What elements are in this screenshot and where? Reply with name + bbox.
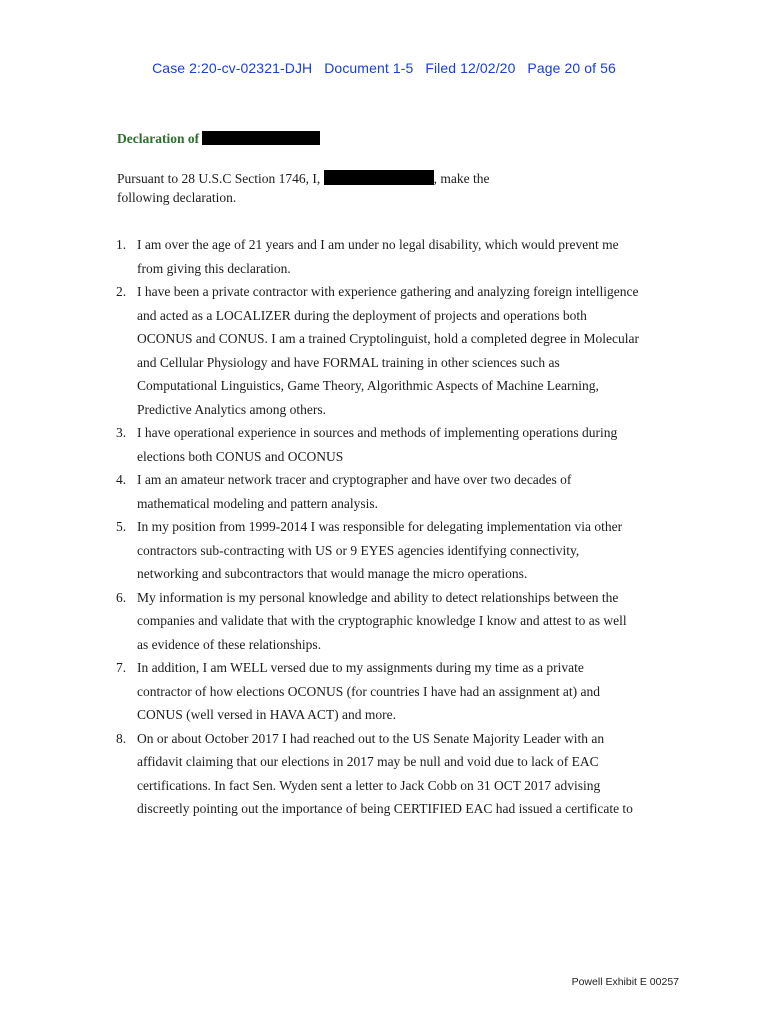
case-header: Case 2:20-cv-02321-DJH Document 1-5 Filed 12/02/20 Page 20 of 56: [152, 60, 616, 76]
item-text-line: OCONUS and CONUS. I am a trained Cryptolinguist, hold a completed degree in Molecular: [137, 331, 640, 346]
item-number: 2.: [116, 284, 127, 299]
redacted-name-block: [202, 131, 320, 145]
item-text-line: and Cellular Physiology and have FORMAL training in other sciences such as: [137, 354, 560, 370]
item-text-line: I am over the age of 21 years and I am under no legal disability, which would prevent me: [137, 237, 619, 252]
declaration-item: [116, 468, 656, 515]
declaration-items: [116, 233, 656, 821]
item-text-line: In my position from 1999-2014 I was responsible for delegating implementation via other: [137, 519, 623, 534]
item-text-line: I am an amateur network tracer and cryptographer and have over two decades of: [137, 472, 572, 487]
preamble-text-2: , make the: [433, 171, 490, 186]
declaration-title: [117, 131, 320, 147]
item-text-line: Predictive Analytics among others.: [137, 401, 326, 417]
exhibit-footer: Powell Exhibit E 00257: [571, 976, 679, 988]
preamble-text-1: Pursuant to 28 U.S.C Section 1746, I,: [117, 171, 321, 186]
item-text-line: mathematical modeling and pattern analysis.: [137, 495, 379, 511]
item-text-line: contractors sub-contracting with US or 9 EYES agencies identifying connectivity,: [137, 542, 580, 558]
item-text-line: and acted as a LOCALIZER during the deployment of projects and operations both: [137, 307, 587, 323]
item-text-line: affidavit claiming that our elections in 2017 may be null and void due to lack of EAC: [137, 754, 599, 769]
preamble-line-1: [117, 169, 490, 188]
item-text-line: discreetly pointing out the importance of being CERTIFIED EAC had issued a certificate to: [137, 801, 633, 816]
item-number: 4.: [116, 472, 127, 487]
preamble-line-2: following declaration.: [117, 190, 237, 205]
redacted-name-block: [324, 170, 434, 185]
item-text-line: CONUS (well versed in HAVA ACT) and more.: [137, 707, 396, 722]
item-text-line: contractor of how elections OCONUS (for countries I have had an assignment at) and: [137, 683, 600, 699]
item-text-line: In addition, I am WELL versed due to my assignments during my time as a private: [137, 660, 584, 675]
item-text-line: elections both CONUS and OCONUS: [137, 448, 344, 464]
item-text-line: from giving this declaration.: [137, 260, 291, 276]
item-number: 5.: [116, 519, 127, 534]
item-text-line: I have operational experience in sources and methods of implementing operations during: [137, 425, 618, 440]
item-text-line: I have been a private contractor with experience gathering and analyzing foreign intelligence: [137, 284, 639, 299]
item-number: 1.: [116, 237, 127, 252]
declaration-item: [116, 421, 656, 468]
item-text-line: On or about October 2017 I had reached out to the US Senate Majority Leader with an: [137, 730, 605, 746]
item-number: 7.: [116, 660, 127, 675]
declaration-item: [116, 727, 656, 821]
item-text-line: companies and validate that with the cryptographic knowledge I know and attest to as well: [137, 613, 627, 628]
declaration-preamble: [117, 169, 490, 207]
declaration-item: [116, 656, 656, 727]
item-number: 8.: [116, 730, 127, 746]
declaration-title-text: Declaration of: [117, 131, 200, 146]
item-text-line: as evidence of these relationships.: [137, 636, 322, 652]
item-text-line: My information is my personal knowledge and ability to detect relationships between the: [137, 589, 619, 605]
declaration-item: [116, 280, 656, 421]
item-text-line: Computational Linguistics, Game Theory, Algorithmic Aspects of Machine Learning,: [137, 378, 599, 393]
item-number: 6.: [116, 589, 127, 605]
item-text-line: certifications. In fact Sen. Wyden sent a letter to Jack Cobb on 31 OCT 2017 advising: [137, 777, 601, 793]
item-number: 3.: [116, 425, 127, 440]
declaration-item: [116, 515, 656, 586]
item-text-line: networking and subcontractors that would manage the micro operations.: [137, 566, 528, 581]
declaration-item: [116, 233, 656, 280]
declaration-item: [116, 586, 656, 657]
